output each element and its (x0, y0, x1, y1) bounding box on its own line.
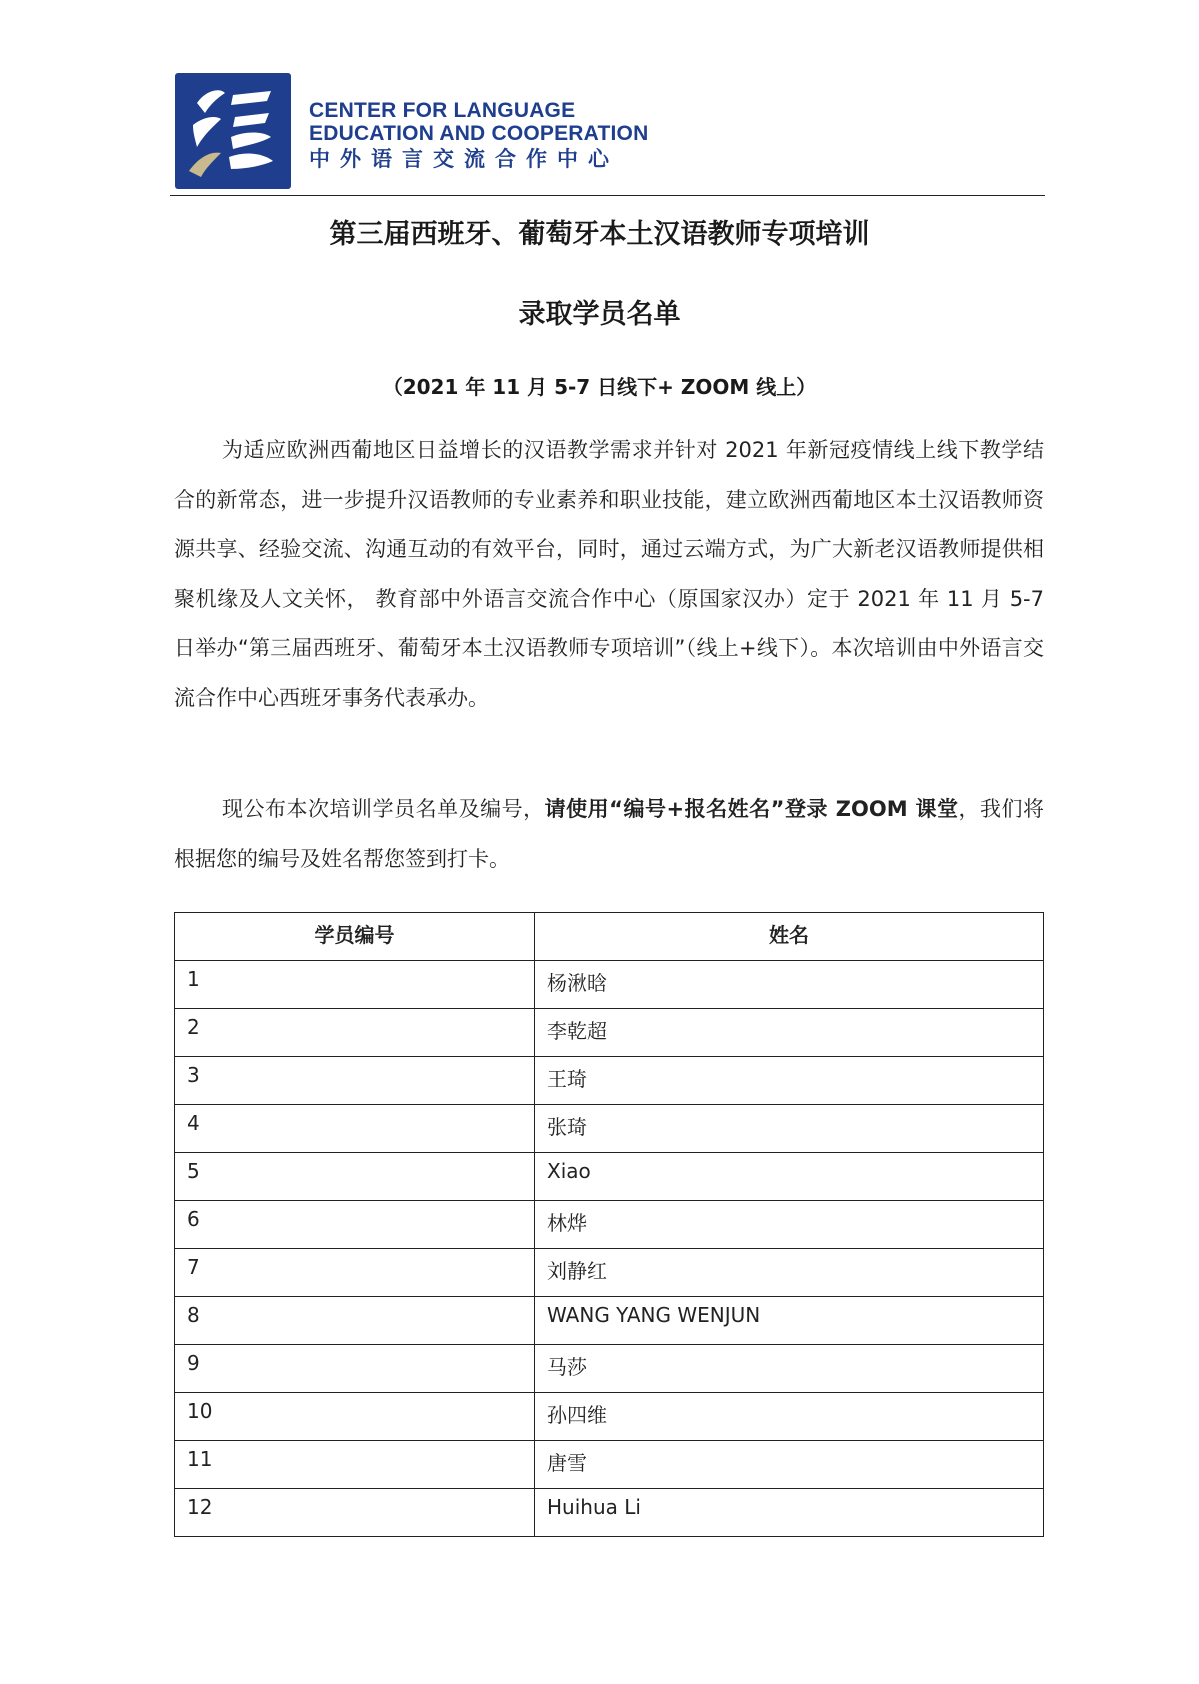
login-instruction-paragraph (174, 785, 1044, 884)
student-name: 唐雪 (535, 1441, 1044, 1489)
document-title: 第三届西班牙、葡萄牙本土汉语教师专项培训 (329, 219, 870, 250)
student-number: 4 (175, 1105, 535, 1153)
table-row (175, 1201, 1044, 1249)
student-name: 刘静红 (535, 1249, 1044, 1297)
student-name: 马莎 (535, 1345, 1044, 1393)
student-number: 1 (175, 961, 535, 1009)
table-header-row (175, 913, 1044, 961)
table-row (175, 1345, 1044, 1393)
training-dates: （2021 年 11 月 5-7 日线下+ ZOOM 线上） (382, 375, 817, 399)
student-number: 6 (175, 1201, 535, 1249)
column-header-student-number: 学员编号 (175, 913, 535, 961)
student-name: 林烨 (535, 1201, 1044, 1249)
table-row (175, 1105, 1044, 1153)
table-row (175, 1441, 1044, 1489)
student-name: WANG YANG WENJUN (535, 1297, 1044, 1345)
instruction-tail: ，我们将根据您的编号及姓名帮您签到打卡。 (174, 797, 1045, 871)
table-row (175, 1153, 1044, 1201)
brand-line-english-2: EDUCATION AND COOPERATION (309, 122, 649, 145)
instruction-emphasis: 请使用“编号+报名姓名”登录 ZOOM 课堂 (544, 797, 959, 821)
student-number: 11 (175, 1441, 535, 1489)
student-number: 9 (175, 1345, 535, 1393)
student-name: 杨湫晗 (535, 961, 1044, 1009)
student-number: 12 (175, 1489, 535, 1537)
brand-name (309, 99, 648, 173)
student-name: Huihua Li (535, 1489, 1044, 1537)
table-row (175, 961, 1044, 1009)
table-row (175, 1009, 1044, 1057)
student-name: Xiao (535, 1153, 1044, 1201)
brand-line-chinese: 中外语言交流合作中心 (309, 147, 619, 171)
document-subtitle-heading: 录取学员名单 (518, 299, 681, 330)
instruction-lead: 现公布本次培训学员名单及编号， (222, 797, 545, 821)
table-row (175, 1393, 1044, 1441)
student-name: 王琦 (535, 1057, 1044, 1105)
student-roster-table (174, 912, 1044, 1537)
table-row (175, 1057, 1044, 1105)
document-header (175, 73, 1045, 193)
student-number: 10 (175, 1393, 535, 1441)
clec-logo-icon (175, 73, 291, 189)
student-number: 2 (175, 1009, 535, 1057)
intro-paragraph: 为适应欧洲西葡地区日益增长的汉语教学需求并针对 2021 年新冠疫情线上线下教学结合的新常态，进一步提升汉语教师的专业素养和职业技能，建立欧洲西葡地区本土汉语教师资源共享、经验交流、沟通互动的有效平台，同时，通过云端方式，为广大新老汉语教师提供相聚机缘及人文关怀， 教育部中外语言交流合作中心（原国家汉办）定于 2021 年 11 月 5-7 日举办“第三届西班牙、葡萄牙本土汉语教师专项培训”（线上+线下）。本次培训由中外语言交流合作中心西班牙事务代表承办。 (174, 438, 1044, 710)
student-number: 7 (175, 1249, 535, 1297)
student-name: 孙四维 (535, 1393, 1044, 1441)
header-divider (170, 195, 1045, 196)
student-name: 张琦 (535, 1105, 1044, 1153)
column-header-name: 姓名 (535, 913, 1044, 961)
student-name: 李乾超 (535, 1009, 1044, 1057)
student-number: 8 (175, 1297, 535, 1345)
student-number: 5 (175, 1153, 535, 1201)
table-row (175, 1489, 1044, 1537)
brand-line-english-1: CENTER FOR LANGUAGE (309, 99, 576, 122)
table-row (175, 1297, 1044, 1345)
table-row (175, 1249, 1044, 1297)
student-number: 3 (175, 1057, 535, 1105)
